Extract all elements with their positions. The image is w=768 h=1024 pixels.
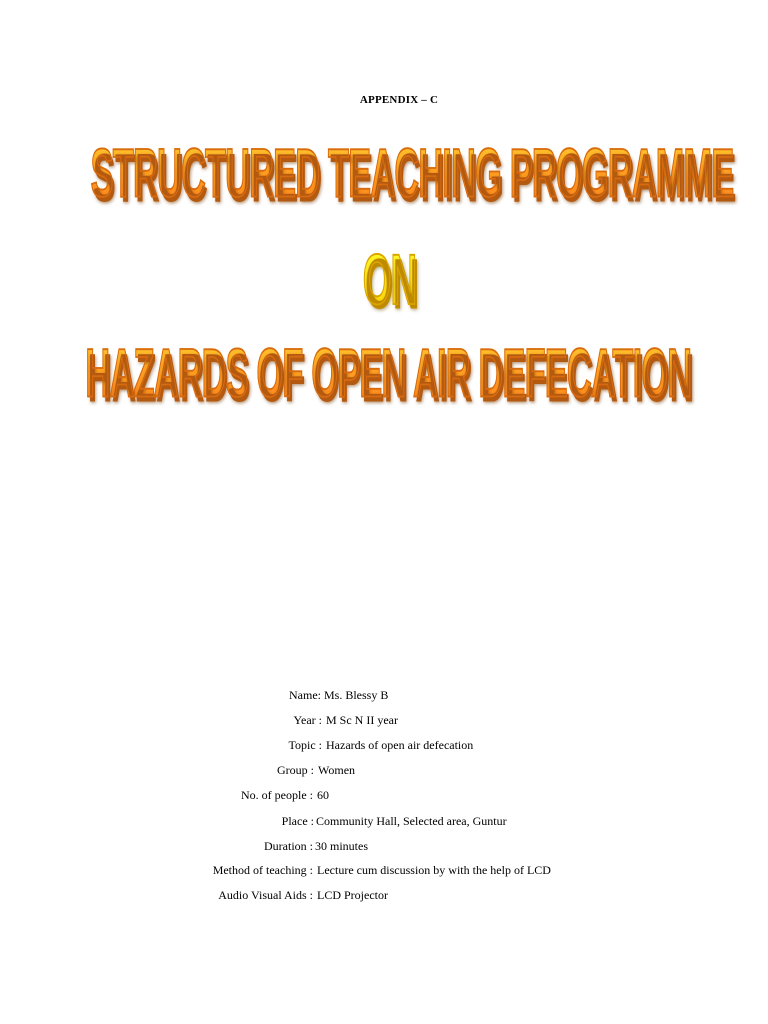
detail-row-people <box>0 788 768 804</box>
detail-row-audio-visual-aids <box>0 888 768 904</box>
detail-label: Method of teaching : <box>212 863 313 877</box>
detail-value: Lecture cum discussion by with the help of LCD <box>317 863 551 877</box>
detail-label: Group : <box>277 763 314 777</box>
detail-value: LCD Projector <box>317 888 388 902</box>
detail-label: Year : <box>293 713 322 727</box>
detail-label: Name: <box>289 688 321 702</box>
detail-row-duration <box>0 839 768 855</box>
title-line-topic: HAZARDS OF OPEN AIR DEFECATION <box>85 336 692 413</box>
detail-label: Audio Visual Aids : <box>218 888 313 902</box>
detail-value: Ms. Blessy B <box>324 688 389 702</box>
detail-row-topic <box>0 738 768 754</box>
detail-row-name <box>0 688 768 704</box>
detail-label: No. of people : <box>241 788 313 802</box>
detail-value: Women <box>318 763 356 777</box>
detail-row-place <box>0 814 768 830</box>
appendix-heading: APPENDIX – C <box>359 94 439 106</box>
detail-label: Topic : <box>288 738 322 752</box>
detail-value: 30 minutes <box>315 839 368 853</box>
detail-value: M Sc N II year <box>326 713 398 727</box>
detail-row-method <box>0 863 768 879</box>
detail-label: Duration : <box>264 839 313 853</box>
detail-value: Hazards of open air defecation <box>326 738 474 752</box>
detail-value: 60 <box>317 788 329 802</box>
detail-row-group <box>0 763 768 779</box>
title-line-on: ON <box>362 238 416 320</box>
detail-row-year <box>0 713 768 729</box>
detail-label: Place : <box>281 814 314 828</box>
title-line-programme: STRUCTURED TEACHING PROGRAMME <box>90 136 734 213</box>
detail-value: Community Hall, Selected area, Guntur <box>316 814 507 828</box>
